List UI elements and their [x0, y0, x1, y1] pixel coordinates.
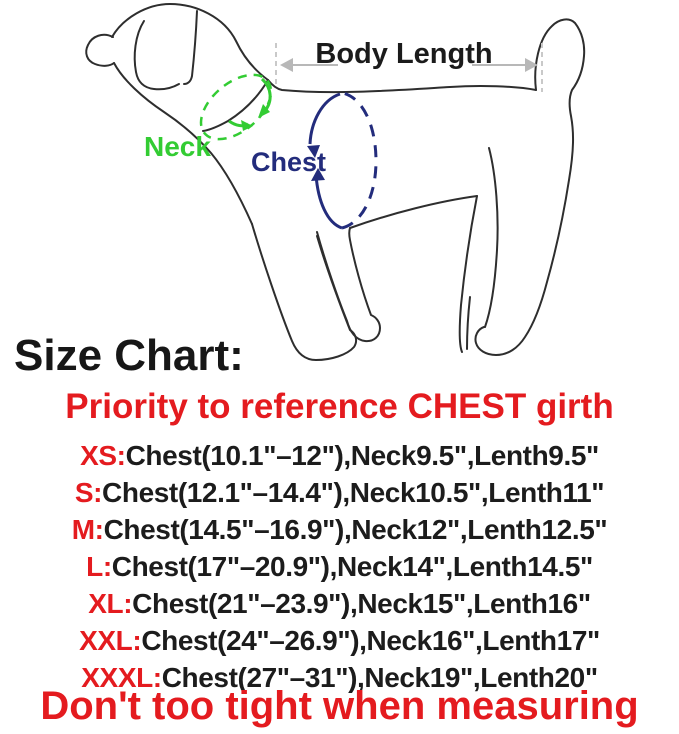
size-row-xxl	[0, 622, 679, 659]
size-spec: Chest(27"–31"),Neck19",Lenth20"	[161, 662, 598, 693]
chest-arc-top	[310, 94, 340, 144]
page-title: Size Chart:	[14, 331, 244, 380]
size-spec: Chest(21"–23.9"),Neck15",Lenth16"	[132, 588, 591, 619]
size-row-m	[0, 511, 679, 548]
dog-nose	[86, 35, 114, 66]
chest-annotation	[251, 93, 376, 228]
size-row-xl	[0, 585, 679, 622]
size-label: XXXL:	[81, 662, 162, 693]
arrow-left-icon	[280, 58, 293, 72]
dog-ear-inner	[184, 11, 197, 84]
dog-belly	[350, 196, 477, 228]
size-spec: Chest(17"–20.9"),Neck14",Lenth14.5"	[111, 551, 593, 582]
body-length-annotation	[276, 38, 542, 92]
size-row-s	[0, 474, 679, 511]
dog-back	[268, 80, 536, 92]
warning-note: Don't too tight when measuring	[40, 684, 639, 728]
size-spec: Chest(12.1"–14.4"),Neck10.5",Lenth11"	[102, 477, 605, 508]
chest-girth-ellipse-dashed	[340, 93, 376, 228]
chest-label: Chest	[251, 147, 327, 177]
size-label: XXL:	[79, 625, 142, 656]
neck-label: Neck	[144, 131, 211, 162]
size-spec: Chest(10.1"–12"),Neck9.5",Lenth9.5"	[125, 440, 599, 471]
dog-ear	[135, 21, 179, 89]
size-table	[0, 437, 679, 696]
dog-far-front-leg	[317, 228, 380, 341]
dog-hock-line	[467, 297, 470, 349]
size-label: XL:	[88, 588, 133, 619]
neck-arrow-icon-2	[241, 120, 253, 131]
size-label: M:	[71, 514, 104, 545]
size-label: XS:	[80, 440, 126, 471]
body-length-label: Body Length	[315, 38, 493, 70]
dog-front-leg	[252, 224, 356, 360]
chest-arc-bottom	[316, 175, 342, 228]
size-row-l	[0, 548, 679, 585]
dog-hind-thigh	[485, 148, 498, 327]
priority-note: Priority to reference CHEST girth	[65, 387, 614, 426]
size-spec: Chest(14.5"–16.9"),Neck12",Lenth12.5"	[103, 514, 608, 545]
size-row-xs	[0, 437, 679, 474]
size-label: S:	[74, 477, 103, 508]
size-label: L:	[86, 551, 112, 582]
size-spec: Chest(24"–26.9"),Neck16",Lenth17"	[141, 625, 600, 656]
